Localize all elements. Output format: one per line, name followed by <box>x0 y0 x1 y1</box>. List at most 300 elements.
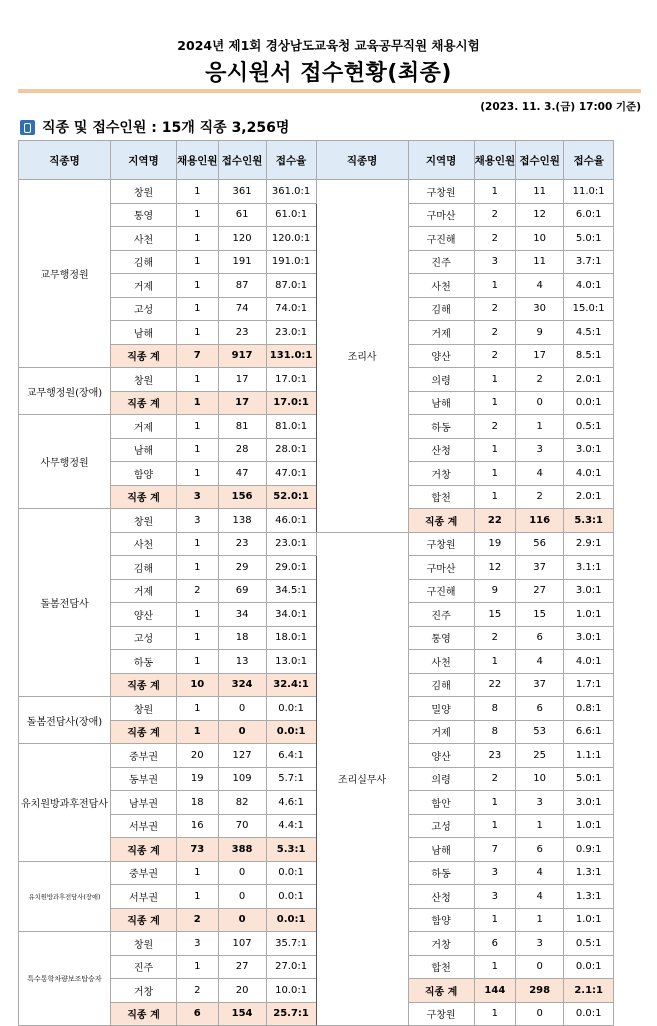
table-cell: 3 <box>177 509 219 533</box>
subtotal-cell: 6 <box>177 1002 219 1026</box>
table-cell: 4.5:1 <box>564 321 614 345</box>
subtotal-cell: 5.3:1 <box>266 838 316 862</box>
subtotal-cell: 154 <box>218 1002 266 1026</box>
job-name-cell: 유치원방과후전담사(장애) <box>19 861 111 932</box>
table-cell: 11 <box>516 180 564 204</box>
table-cell: 70 <box>218 814 266 838</box>
table-cell: 서부권 <box>111 814 177 838</box>
subtotal-cell: 0.0:1 <box>266 908 316 932</box>
table-cell: 361.0:1 <box>266 180 316 204</box>
table-cell: 구진해 <box>408 579 474 603</box>
table-cell: 4.4:1 <box>266 814 316 838</box>
table-cell: 3 <box>474 885 516 909</box>
table-cell: 1 <box>474 1002 516 1026</box>
table-cell: 0 <box>218 697 266 721</box>
table-cell: 1 <box>177 274 219 298</box>
table-cell: 1 <box>177 297 219 321</box>
table-cell: 81.0:1 <box>266 415 316 439</box>
table-cell: 138 <box>218 509 266 533</box>
table-cell: 4.0:1 <box>564 650 614 674</box>
table-cell: 남부권 <box>111 791 177 815</box>
table-cell: 120 <box>218 227 266 251</box>
table-cell: 1 <box>474 180 516 204</box>
table-cell: 11 <box>516 250 564 274</box>
table-cell: 109 <box>218 767 266 791</box>
table-cell: 거제 <box>408 720 474 744</box>
subtotal-cell: 직종 계 <box>111 485 177 509</box>
table-cell: 구마산 <box>408 556 474 580</box>
table-cell: 김해 <box>408 297 474 321</box>
table-cell: 고성 <box>111 297 177 321</box>
table-cell: 25 <box>516 744 564 768</box>
table-cell: 2 <box>474 297 516 321</box>
subtotal-cell: 2.1:1 <box>564 979 614 1003</box>
table-cell: 0.9:1 <box>564 838 614 862</box>
table-cell: 1 <box>177 626 219 650</box>
table-cell: 3.0:1 <box>564 579 614 603</box>
table-cell: 1 <box>474 274 516 298</box>
table-cell: 1 <box>177 650 219 674</box>
job-name-cell: 유치원방과후전담사 <box>19 744 111 862</box>
subtotal-cell: 직종 계 <box>111 673 177 697</box>
subtotal-cell: 직종 계 <box>111 1002 177 1026</box>
table-cell: 27.0:1 <box>266 955 316 979</box>
table-cell: 18 <box>218 626 266 650</box>
table-cell: 4 <box>516 274 564 298</box>
subtotal-cell: 131.0:1 <box>266 344 316 368</box>
table-cell: 1 <box>474 814 516 838</box>
table-cell: 35.7:1 <box>266 932 316 956</box>
table-cell: 1 <box>516 908 564 932</box>
table-cell: 1.7:1 <box>564 673 614 697</box>
subtotal-cell: 0 <box>218 720 266 744</box>
table-cell: 6 <box>516 838 564 862</box>
table-cell: 하동 <box>111 650 177 674</box>
table-cell: 1 <box>177 368 219 392</box>
table-cell: 창원 <box>111 368 177 392</box>
column-header: 접수율 <box>564 141 614 180</box>
table-cell: 4.0:1 <box>564 462 614 486</box>
subtotal-cell: 73 <box>177 838 219 862</box>
subtotal-cell: 917 <box>218 344 266 368</box>
table-cell: 중부권 <box>111 744 177 768</box>
table-cell: 61.0:1 <box>266 203 316 227</box>
table-cell: 밀양 <box>408 697 474 721</box>
subtotal-cell: 5.3:1 <box>564 509 614 533</box>
table-cell: 구창원 <box>408 180 474 204</box>
subtotal-cell: 0.0:1 <box>266 720 316 744</box>
table-cell: 28.0:1 <box>266 438 316 462</box>
table-cell: 2.9:1 <box>564 532 614 556</box>
table-cell: 1 <box>177 203 219 227</box>
table-cell: 47.0:1 <box>266 462 316 486</box>
table-cell: 1.3:1 <box>564 885 614 909</box>
table-cell: 산청 <box>408 885 474 909</box>
table-cell: 의령 <box>408 767 474 791</box>
job-name-cell: 특수통학차량보조탑승자 <box>19 932 111 1026</box>
table-cell: 4 <box>516 885 564 909</box>
table-cell: 거창 <box>111 979 177 1003</box>
subtotal-cell: 156 <box>218 485 266 509</box>
table-cell: 0 <box>516 955 564 979</box>
table-cell: 1 <box>516 415 564 439</box>
table-cell: 15 <box>474 603 516 627</box>
table-cell: 창원 <box>111 180 177 204</box>
table-cell: 김해 <box>111 556 177 580</box>
document-icon <box>20 120 35 135</box>
table-cell: 1 <box>177 955 219 979</box>
table-cell: 4 <box>516 861 564 885</box>
table-cell: 사천 <box>111 227 177 251</box>
table-cell: 12 <box>516 203 564 227</box>
table-cell: 6.4:1 <box>266 744 316 768</box>
table-cell: 구마산 <box>408 203 474 227</box>
table-cell: 1 <box>177 415 219 439</box>
table-cell: 2 <box>474 626 516 650</box>
table-cell: 28 <box>218 438 266 462</box>
table-cell: 1 <box>177 250 219 274</box>
table-cell: 0.0:1 <box>564 391 614 415</box>
table-cell: 34.0:1 <box>266 603 316 627</box>
table-cell: 진주 <box>111 955 177 979</box>
job-name-cell: 사무행정원 <box>19 415 111 509</box>
column-header: 직종명 <box>19 141 111 180</box>
table-cell: 합천 <box>408 485 474 509</box>
table-cell: 191.0:1 <box>266 250 316 274</box>
column-header: 접수인원 <box>218 141 266 180</box>
table-cell: 10 <box>516 227 564 251</box>
table-cell: 19 <box>474 532 516 556</box>
table-cell: 3 <box>516 791 564 815</box>
table-cell: 37 <box>516 673 564 697</box>
table-cell: 서부권 <box>111 885 177 909</box>
table-cell: 2 <box>474 767 516 791</box>
table-cell: 17 <box>516 344 564 368</box>
subtotal-cell: 직종 계 <box>111 720 177 744</box>
table-cell: 127 <box>218 744 266 768</box>
table-cell: 1.1:1 <box>564 744 614 768</box>
column-header: 채용인원 <box>474 141 516 180</box>
subtotal-cell: 22 <box>474 509 516 533</box>
table-cell: 통영 <box>111 203 177 227</box>
table-cell: 0.5:1 <box>564 932 614 956</box>
table-cell: 3 <box>474 250 516 274</box>
table-cell: 3.0:1 <box>564 438 614 462</box>
table-cell: 거제 <box>111 579 177 603</box>
table-cell: 0 <box>218 885 266 909</box>
column-header: 접수율 <box>266 141 316 180</box>
table-cell: 1 <box>474 368 516 392</box>
table-cell: 구창원 <box>408 1002 474 1026</box>
table-cell: 1 <box>474 650 516 674</box>
table-cell: 29.0:1 <box>266 556 316 580</box>
table-cell: 4.6:1 <box>266 791 316 815</box>
table-cell: 17.0:1 <box>266 368 316 392</box>
table-cell: 함양 <box>408 908 474 932</box>
table-cell: 18.0:1 <box>266 626 316 650</box>
subtotal-cell: 직종 계 <box>408 979 474 1003</box>
table-cell: 1.0:1 <box>564 603 614 627</box>
subtotal-cell: 17.0:1 <box>266 391 316 415</box>
table-cell: 양산 <box>408 744 474 768</box>
table-cell: 1 <box>474 955 516 979</box>
table-cell: 남해 <box>111 438 177 462</box>
table-cell: 함안 <box>408 791 474 815</box>
document-title: 응시원서 접수현황(최종) <box>205 61 452 86</box>
job-name-cell: 돌봄전담사(장애) <box>19 697 111 744</box>
table-cell: 34.5:1 <box>266 579 316 603</box>
table-cell: 37 <box>516 556 564 580</box>
table-cell: 2 <box>516 368 564 392</box>
table-cell: 16 <box>177 814 219 838</box>
table-cell: 23 <box>218 532 266 556</box>
table-cell: 8 <box>474 697 516 721</box>
table-cell: 1 <box>177 861 219 885</box>
table-cell: 30 <box>516 297 564 321</box>
table-cell: 0.8:1 <box>564 697 614 721</box>
column-header: 접수인원 <box>516 141 564 180</box>
table-cell: 20 <box>218 979 266 1003</box>
table-cell: 20 <box>177 744 219 768</box>
table-cell: 2.0:1 <box>564 485 614 509</box>
table-cell: 15 <box>516 603 564 627</box>
table-cell: 12 <box>474 556 516 580</box>
table-cell: 산청 <box>408 438 474 462</box>
table-cell: 1 <box>177 321 219 345</box>
table-cell: 1 <box>177 556 219 580</box>
subtotal-cell: 298 <box>516 979 564 1003</box>
table-cell: 69 <box>218 579 266 603</box>
table-cell: 27 <box>516 579 564 603</box>
table-cell: 18 <box>177 791 219 815</box>
table-cell: 3 <box>474 861 516 885</box>
table-cell: 0 <box>516 1002 564 1026</box>
table-cell: 107 <box>218 932 266 956</box>
table-cell: 7 <box>474 838 516 862</box>
table-row <box>19 180 614 204</box>
table-cell: 사천 <box>408 274 474 298</box>
job-name-cell: 조리실무사 <box>316 532 408 1026</box>
table-cell: 13 <box>218 650 266 674</box>
subtotal-cell: 0 <box>218 908 266 932</box>
table-cell: 고성 <box>111 626 177 650</box>
table-cell: 4 <box>516 650 564 674</box>
table-cell: 23.0:1 <box>266 321 316 345</box>
table-cell: 2 <box>177 979 219 1003</box>
table-cell: 61 <box>218 203 266 227</box>
table-cell: 87 <box>218 274 266 298</box>
table-cell: 23.0:1 <box>266 532 316 556</box>
table-cell: 5.7:1 <box>266 767 316 791</box>
subtotal-cell: 52.0:1 <box>266 485 316 509</box>
table-cell: 함양 <box>111 462 177 486</box>
table-cell: 중부권 <box>111 861 177 885</box>
table-cell: 거제 <box>111 274 177 298</box>
table-cell: 6 <box>516 626 564 650</box>
table-cell: 3 <box>516 932 564 956</box>
table-cell: 거창 <box>408 932 474 956</box>
table-cell: 1 <box>177 697 219 721</box>
table-cell: 361 <box>218 180 266 204</box>
subtotal-cell: 25.7:1 <box>266 1002 316 1026</box>
table-cell: 하동 <box>408 415 474 439</box>
table-cell: 2 <box>474 415 516 439</box>
table-cell: 동부권 <box>111 767 177 791</box>
table-cell: 1 <box>474 462 516 486</box>
table-cell: 56 <box>516 532 564 556</box>
subtotal-cell: 17 <box>218 391 266 415</box>
table-cell: 2 <box>474 321 516 345</box>
table-cell: 창원 <box>111 932 177 956</box>
table-cell: 0.0:1 <box>266 861 316 885</box>
table-cell: 81 <box>218 415 266 439</box>
table-cell: 10.0:1 <box>266 979 316 1003</box>
table-cell: 구진해 <box>408 227 474 251</box>
table-header-row <box>19 141 614 180</box>
table-cell: 8.5:1 <box>564 344 614 368</box>
table-cell: 74 <box>218 297 266 321</box>
table-cell: 2 <box>516 485 564 509</box>
table-cell: 1 <box>177 227 219 251</box>
table-cell: 1 <box>516 814 564 838</box>
table-cell: 1 <box>474 908 516 932</box>
column-header: 지역명 <box>111 141 177 180</box>
table-cell: 27 <box>218 955 266 979</box>
table-cell: 53 <box>516 720 564 744</box>
title-underline <box>18 89 641 93</box>
table-cell: 2 <box>177 579 219 603</box>
table-cell: 1.0:1 <box>564 908 614 932</box>
subtotal-cell: 직종 계 <box>408 509 474 533</box>
table-cell: 0.0:1 <box>564 1002 614 1026</box>
table-cell: 1 <box>177 462 219 486</box>
table-cell: 양산 <box>111 603 177 627</box>
table-cell: 0.0:1 <box>266 697 316 721</box>
table-cell: 1 <box>474 438 516 462</box>
table-cell: 0.0:1 <box>266 885 316 909</box>
summary-line <box>20 117 289 137</box>
subtotal-cell: 3 <box>177 485 219 509</box>
table-cell: 11.0:1 <box>564 180 614 204</box>
table-cell: 1 <box>177 438 219 462</box>
subtotal-cell: 2 <box>177 908 219 932</box>
table-cell: 양산 <box>408 344 474 368</box>
subtotal-cell: 1 <box>177 391 219 415</box>
table-cell: 2.0:1 <box>564 368 614 392</box>
column-header: 채용인원 <box>177 141 219 180</box>
table-cell: 22 <box>474 673 516 697</box>
column-header: 직종명 <box>316 141 408 180</box>
table-cell: 사천 <box>111 532 177 556</box>
subtotal-cell: 144 <box>474 979 516 1003</box>
table-cell: 120.0:1 <box>266 227 316 251</box>
table-cell: 3 <box>516 438 564 462</box>
subtotal-cell: 직종 계 <box>111 908 177 932</box>
table-cell: 1 <box>474 791 516 815</box>
job-name-cell: 돌봄전담사 <box>19 509 111 697</box>
table-cell: 5.0:1 <box>564 227 614 251</box>
table-cell: 47 <box>218 462 266 486</box>
reference-date: (2023. 11. 3.(금) 17:00 기준) <box>480 101 641 113</box>
subtotal-cell: 1 <box>177 720 219 744</box>
table-cell: 김해 <box>408 673 474 697</box>
table-cell: 6.0:1 <box>564 203 614 227</box>
table-cell: 통영 <box>408 626 474 650</box>
table-cell: 23 <box>474 744 516 768</box>
table-cell: 1 <box>474 485 516 509</box>
subtotal-cell: 직종 계 <box>111 391 177 415</box>
table-cell: 6.6:1 <box>564 720 614 744</box>
table-cell: 김해 <box>111 250 177 274</box>
table-cell: 3.1:1 <box>564 556 614 580</box>
table-cell: 창원 <box>111 509 177 533</box>
table-cell: 6 <box>474 932 516 956</box>
table-cell: 46.0:1 <box>266 509 316 533</box>
table-cell: 남해 <box>408 391 474 415</box>
table-cell: 19 <box>177 767 219 791</box>
table-cell: 74.0:1 <box>266 297 316 321</box>
table-cell: 남해 <box>408 838 474 862</box>
table-cell: 15.0:1 <box>564 297 614 321</box>
table-cell: 1 <box>177 885 219 909</box>
table-cell: 4.0:1 <box>564 274 614 298</box>
table-cell: 0 <box>218 861 266 885</box>
table-cell: 진주 <box>408 250 474 274</box>
table-cell: 2 <box>474 227 516 251</box>
table-cell: 1 <box>177 603 219 627</box>
table-cell: 8 <box>474 720 516 744</box>
subtotal-cell: 116 <box>516 509 564 533</box>
applications-table <box>18 140 614 1026</box>
table-cell: 9 <box>474 579 516 603</box>
table-cell: 1.3:1 <box>564 861 614 885</box>
subtotal-cell: 324 <box>218 673 266 697</box>
table-cell: 진주 <box>408 603 474 627</box>
table-cell: 구창원 <box>408 532 474 556</box>
subtotal-cell: 10 <box>177 673 219 697</box>
table-cell: 34 <box>218 603 266 627</box>
table-cell: 29 <box>218 556 266 580</box>
table-cell: 창원 <box>111 697 177 721</box>
table-cell: 5.0:1 <box>564 767 614 791</box>
table-cell: 82 <box>218 791 266 815</box>
table-cell: 87.0:1 <box>266 274 316 298</box>
table-cell: 13.0:1 <box>266 650 316 674</box>
document-subtitle: 2024년 제1회 경상남도교육청 교육공무직원 채용시험 <box>177 38 480 53</box>
table-cell: 합천 <box>408 955 474 979</box>
summary-text: 직종 및 접수인원 : 15개 직종 3,256명 <box>42 120 290 136</box>
table-cell: 0.0:1 <box>564 955 614 979</box>
table-body <box>19 180 614 1026</box>
table-cell: 0.5:1 <box>564 415 614 439</box>
subtotal-cell: 직종 계 <box>111 344 177 368</box>
table-cell: 2 <box>474 203 516 227</box>
table-cell: 3 <box>177 932 219 956</box>
table-cell: 1 <box>177 180 219 204</box>
table-cell: 거제 <box>111 415 177 439</box>
table-cell: 0 <box>516 391 564 415</box>
table-cell: 23 <box>218 321 266 345</box>
table-cell: 17 <box>218 368 266 392</box>
table-cell: 거제 <box>408 321 474 345</box>
table-cell: 남해 <box>111 321 177 345</box>
table-cell: 3.7:1 <box>564 250 614 274</box>
table-cell: 1 <box>474 391 516 415</box>
table-cell: 6 <box>516 697 564 721</box>
table-cell: 1 <box>177 532 219 556</box>
table-cell: 3.0:1 <box>564 791 614 815</box>
subtotal-cell: 7 <box>177 344 219 368</box>
